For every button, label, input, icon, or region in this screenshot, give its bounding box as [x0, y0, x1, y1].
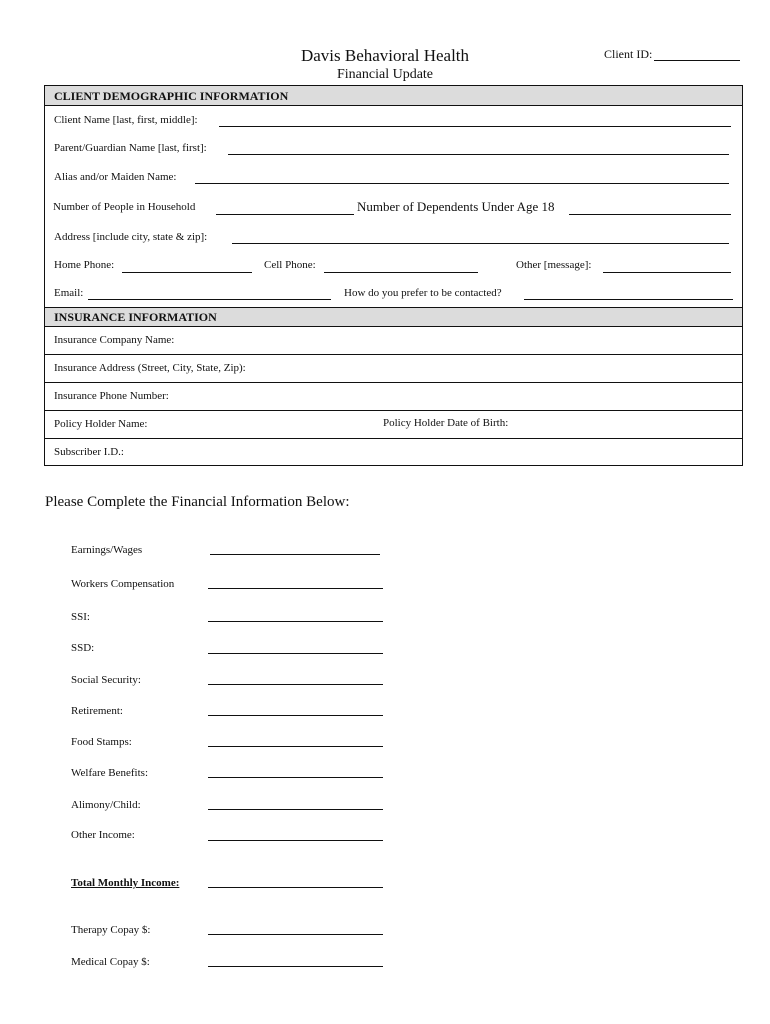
household-label: Number of People in Household	[53, 201, 196, 213]
client-name-label: Client Name [last, first, middle]:	[54, 114, 198, 126]
alimony-field[interactable]	[208, 809, 383, 810]
ssd-label: SSD:	[71, 642, 95, 654]
medical-copay-label: Medical Copay $:	[71, 956, 150, 968]
total-income-label: Total Monthly Income:	[71, 877, 180, 889]
dependents-field[interactable]	[569, 214, 731, 215]
food-stamps-field[interactable]	[208, 746, 383, 747]
therapy-copay-label: Therapy Copay $:	[71, 924, 151, 936]
social-security-field[interactable]	[208, 684, 383, 685]
ssi-field[interactable]	[208, 621, 383, 622]
form-title: Davis Behavioral Health	[300, 46, 470, 65]
medical-copay-field[interactable]	[208, 966, 383, 967]
cell-phone-label: Cell Phone:	[264, 259, 316, 271]
form-subtitle: Financial Update	[336, 67, 434, 82]
address-label: Address [include city, state & zip]:	[54, 231, 208, 243]
parent-guardian-label: Parent/Guardian Name [last, first]:	[54, 142, 207, 154]
parent-guardian-field[interactable]	[228, 154, 729, 155]
ssi-label: SSI:	[71, 611, 90, 623]
divider	[45, 438, 742, 439]
email-label: Email:	[54, 287, 84, 299]
contact-pref-label: How do you prefer to be contacted?	[344, 287, 502, 299]
home-phone-field[interactable]	[122, 272, 252, 273]
earnings-label: Earnings/Wages	[71, 544, 143, 556]
welfare-field[interactable]	[208, 777, 383, 778]
insurance-address-label[interactable]: Insurance Address (Street, City, State, Zip):	[54, 362, 246, 374]
contact-pref-field[interactable]	[524, 299, 733, 300]
ssd-field[interactable]	[208, 653, 383, 654]
subscriber-id-label[interactable]: Subscriber I.D.:	[54, 446, 124, 458]
total-income-field[interactable]	[208, 887, 383, 888]
earnings-field[interactable]	[210, 554, 380, 555]
cell-phone-field[interactable]	[324, 272, 478, 273]
workers-comp-label: Workers Compensation	[71, 578, 175, 590]
policy-holder-label[interactable]: Policy Holder Name:	[54, 418, 148, 430]
dependents-label: Number of Dependents Under Age 18	[357, 199, 555, 214]
retirement-label: Retirement:	[71, 705, 123, 717]
demographic-section	[44, 85, 743, 308]
client-id-label: Client ID:	[604, 47, 653, 61]
financial-title: Please Complete the Financial Information Below:	[45, 494, 350, 510]
household-field[interactable]	[216, 214, 354, 215]
insurance-heading: INSURANCE INFORMATION	[45, 308, 742, 327]
divider	[45, 354, 742, 355]
alias-label: Alias and/or Maiden Name:	[54, 171, 177, 183]
therapy-copay-field[interactable]	[208, 934, 383, 935]
alimony-label: Alimony/Child:	[71, 799, 141, 811]
insurance-phone-label[interactable]: Insurance Phone Number:	[54, 390, 169, 402]
other-phone-label: Other [message]:	[516, 259, 592, 271]
divider	[45, 410, 742, 411]
insurance-section	[44, 307, 743, 466]
other-income-label: Other Income:	[71, 829, 135, 841]
social-security-label: Social Security:	[71, 674, 141, 686]
email-field[interactable]	[88, 299, 331, 300]
address-field[interactable]	[232, 243, 729, 244]
retirement-field[interactable]	[208, 715, 383, 716]
insurance-company-label[interactable]: Insurance Company Name:	[54, 334, 175, 346]
food-stamps-label: Food Stamps:	[71, 736, 132, 748]
divider	[45, 382, 742, 383]
home-phone-label: Home Phone:	[54, 259, 115, 271]
policy-dob-label[interactable]: Policy Holder Date of Birth:	[383, 417, 509, 429]
alias-field[interactable]	[195, 183, 729, 184]
other-phone-field[interactable]	[603, 272, 731, 273]
client-id-field[interactable]	[654, 60, 740, 61]
demographic-heading: CLIENT DEMOGRAPHIC INFORMATION	[45, 86, 742, 106]
client-name-field[interactable]	[219, 126, 731, 127]
welfare-label: Welfare Benefits:	[71, 767, 148, 779]
other-income-field[interactable]	[208, 840, 383, 841]
workers-comp-field[interactable]	[208, 588, 383, 589]
